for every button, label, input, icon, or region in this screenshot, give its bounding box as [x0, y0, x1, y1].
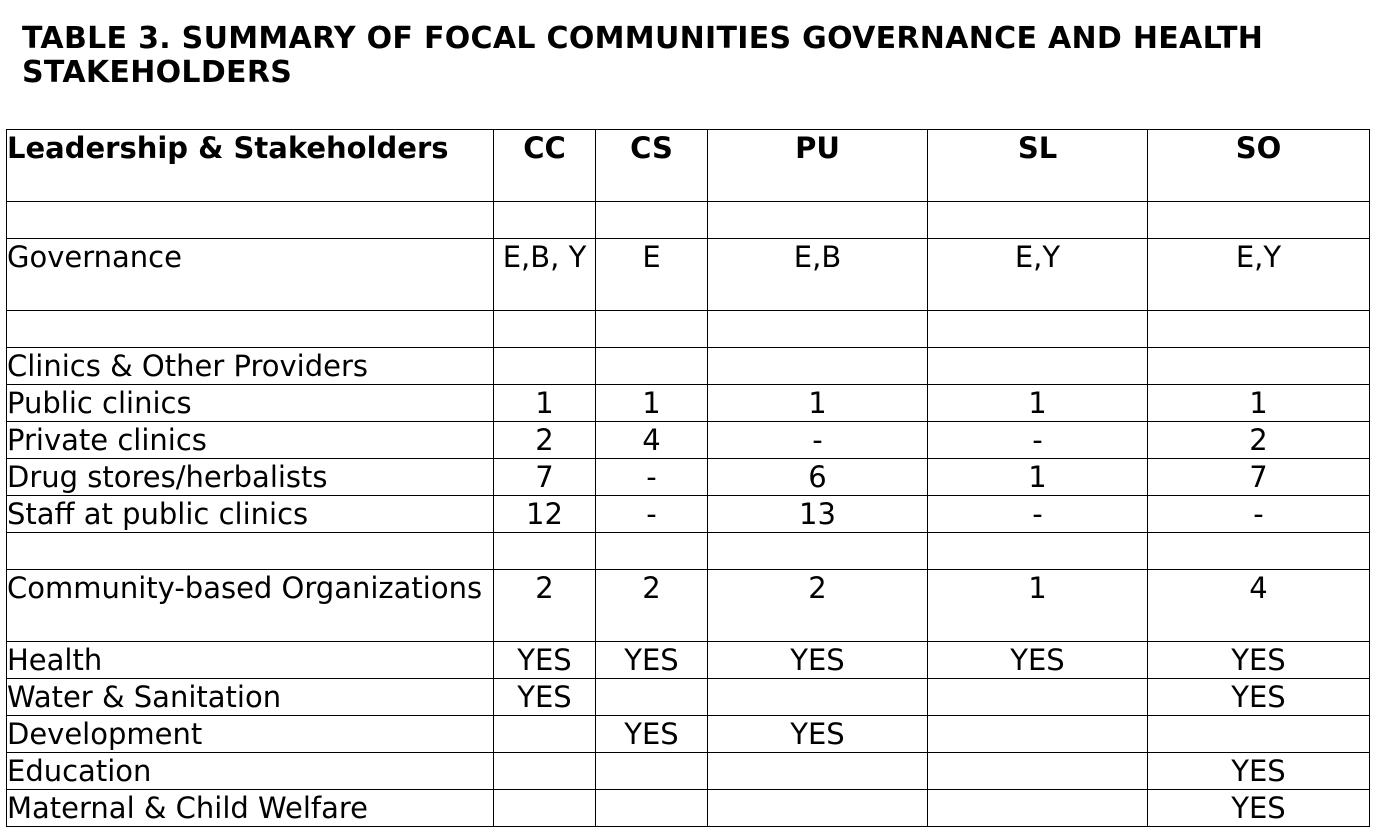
- table-body: [7, 202, 1370, 827]
- row-label: Drug stores/herbalists: [7, 459, 494, 496]
- table-row: [7, 533, 1370, 570]
- cell-pu: 2: [708, 570, 928, 642]
- cell-so: [1148, 311, 1370, 348]
- cell-so: 7: [1148, 459, 1370, 496]
- row-label: Education: [7, 753, 494, 790]
- cell-cc: [494, 348, 596, 385]
- cell-so: E,Y: [1148, 239, 1370, 311]
- cell-cc: 2: [494, 570, 596, 642]
- cell-so: YES: [1148, 679, 1370, 716]
- cell-pu: -: [708, 422, 928, 459]
- table-row: [7, 496, 1370, 533]
- cell-cs: 4: [596, 422, 708, 459]
- table-row: [7, 642, 1370, 679]
- cell-cc: YES: [494, 679, 596, 716]
- cell-cs: E: [596, 239, 708, 311]
- row-label: Clinics & Other Providers: [7, 348, 494, 385]
- cell-sl: [928, 716, 1148, 753]
- cell-cs: [596, 790, 708, 827]
- table-row: [7, 202, 1370, 239]
- table-row: [7, 348, 1370, 385]
- cell-sl: YES: [928, 642, 1148, 679]
- cell-pu: E,B: [708, 239, 928, 311]
- cell-cc: 2: [494, 422, 596, 459]
- cell-cc: 7: [494, 459, 596, 496]
- row-label: Private clinics: [7, 422, 494, 459]
- cell-sl: [928, 202, 1148, 239]
- cell-pu: YES: [708, 716, 928, 753]
- table-row: [7, 753, 1370, 790]
- row-label: [7, 533, 494, 570]
- cell-cc: 1: [494, 385, 596, 422]
- cell-pu: 1: [708, 385, 928, 422]
- header-label: Leadership & Stakeholders: [7, 130, 494, 202]
- row-label: Governance: [7, 239, 494, 311]
- row-label: Development: [7, 716, 494, 753]
- column-header-pu: PU: [708, 130, 928, 202]
- cell-pu: [708, 348, 928, 385]
- column-header-so: SO: [1148, 130, 1370, 202]
- cell-so: 2: [1148, 422, 1370, 459]
- row-label: Staff at public clinics: [7, 496, 494, 533]
- row-label: Community-based Organizations: [7, 570, 494, 642]
- cell-cs: [596, 348, 708, 385]
- cell-so: [1148, 716, 1370, 753]
- row-label: Maternal & Child Welfare: [7, 790, 494, 827]
- column-header-cs: CS: [596, 130, 708, 202]
- cell-sl: 1: [928, 570, 1148, 642]
- cell-sl: [928, 533, 1148, 570]
- stakeholders-table: [6, 129, 1370, 827]
- column-header-cc: CC: [494, 130, 596, 202]
- cell-cs: [596, 533, 708, 570]
- table-row: [7, 716, 1370, 753]
- cell-cs: 1: [596, 385, 708, 422]
- table-row: [7, 790, 1370, 827]
- cell-cc: E,B, Y: [494, 239, 596, 311]
- cell-so: [1148, 348, 1370, 385]
- cell-pu: [708, 202, 928, 239]
- cell-so: YES: [1148, 753, 1370, 790]
- cell-sl: 1: [928, 385, 1148, 422]
- cell-cs: [596, 753, 708, 790]
- row-label: [7, 311, 494, 348]
- table-row: [7, 311, 1370, 348]
- table-row: [7, 385, 1370, 422]
- cell-so: YES: [1148, 790, 1370, 827]
- cell-sl: [928, 753, 1148, 790]
- cell-sl: [928, 311, 1148, 348]
- cell-sl: [928, 348, 1148, 385]
- table-row: [7, 459, 1370, 496]
- cell-sl: [928, 679, 1148, 716]
- cell-sl: -: [928, 422, 1148, 459]
- cell-sl: E,Y: [928, 239, 1148, 311]
- cell-cs: YES: [596, 716, 708, 753]
- cell-pu: [708, 790, 928, 827]
- cell-cs: YES: [596, 642, 708, 679]
- cell-so: 4: [1148, 570, 1370, 642]
- table-row: [7, 422, 1370, 459]
- cell-cs: [596, 679, 708, 716]
- row-label: Health: [7, 642, 494, 679]
- cell-pu: [708, 311, 928, 348]
- cell-cc: YES: [494, 642, 596, 679]
- cell-sl: -: [928, 496, 1148, 533]
- table-row: [7, 570, 1370, 642]
- cell-cc: [494, 533, 596, 570]
- cell-pu: [708, 533, 928, 570]
- cell-so: YES: [1148, 642, 1370, 679]
- cell-cc: [494, 753, 596, 790]
- row-label: [7, 202, 494, 239]
- column-header-sl: SL: [928, 130, 1148, 202]
- cell-so: 1: [1148, 385, 1370, 422]
- cell-so: [1148, 533, 1370, 570]
- cell-cc: [494, 202, 596, 239]
- header-row: [7, 130, 1370, 202]
- cell-pu: 6: [708, 459, 928, 496]
- cell-pu: [708, 753, 928, 790]
- cell-cs: -: [596, 459, 708, 496]
- cell-cc: [494, 311, 596, 348]
- table-title: TABLE 3. SUMMARY OF FOCAL COMMUNITIES GOVERNANCE AND HEALTH STAKEHOLDERS: [22, 21, 1264, 90]
- cell-so: [1148, 202, 1370, 239]
- cell-cs: [596, 202, 708, 239]
- table-row: [7, 239, 1370, 311]
- row-label: Public clinics: [7, 385, 494, 422]
- cell-sl: [928, 790, 1148, 827]
- cell-cs: 2: [596, 570, 708, 642]
- cell-cs: -: [596, 496, 708, 533]
- cell-sl: 1: [928, 459, 1148, 496]
- cell-cc: [494, 716, 596, 753]
- cell-so: -: [1148, 496, 1370, 533]
- cell-cc: [494, 790, 596, 827]
- cell-pu: 13: [708, 496, 928, 533]
- cell-pu: YES: [708, 642, 928, 679]
- cell-cc: 12: [494, 496, 596, 533]
- cell-cs: [596, 311, 708, 348]
- cell-pu: [708, 679, 928, 716]
- table-row: [7, 679, 1370, 716]
- row-label: Water & Sanitation: [7, 679, 494, 716]
